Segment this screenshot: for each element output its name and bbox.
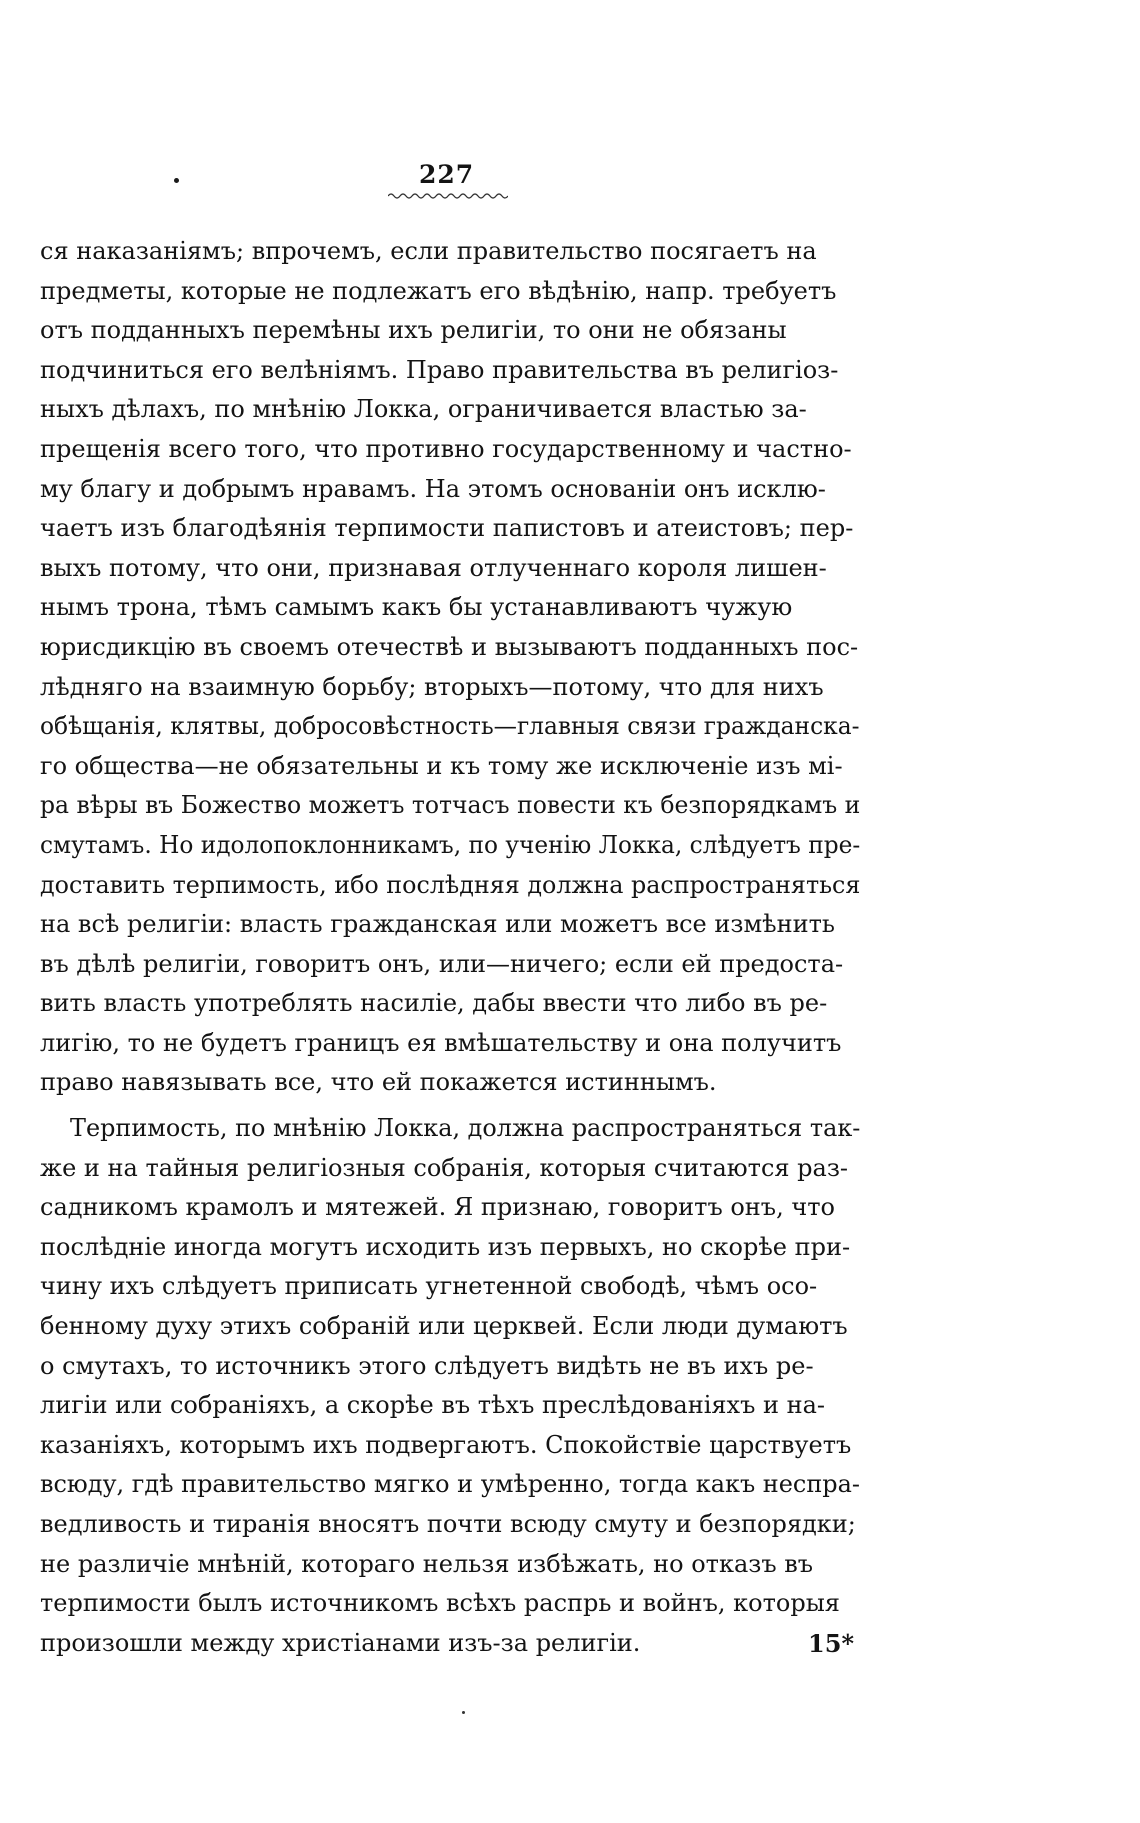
text-line [40, 1109, 860, 1149]
text-line [40, 430, 860, 470]
text-line [40, 786, 860, 826]
text-line [40, 1347, 860, 1387]
stray-dot-mark-bottom [462, 1711, 465, 1714]
text-line-content: лѣдняго на взаимную борьбу; вторыхъ—потому, что для нихъ [40, 672, 824, 701]
text-line-content: терпимости былъ источникомъ всѣхъ распрь и войнъ, которыя [40, 1589, 840, 1618]
text-line-content: смутамъ. Но идолопоклонникамъ, по ученію Локка, слѣдуетъ пре- [40, 830, 861, 859]
text-line [40, 1267, 860, 1307]
text-line-content: му благу и добрымъ нравамъ. На этомъ основаніи онъ исклю- [40, 474, 826, 503]
text-line [40, 1624, 860, 1664]
text-line-content: го общества—не обязательны и къ тому же исключеніе изъ мі- [40, 751, 843, 780]
paragraph [40, 1109, 860, 1663]
text-line [40, 1465, 860, 1505]
text-line [40, 707, 860, 747]
text-line-content: Терпимость, по мнѣнію Локка, должна распространяться так- [70, 1114, 861, 1143]
text-line-content: юрисдикцію въ своемъ отечествѣ и вызываютъ подданныхъ пос- [40, 632, 859, 661]
text-line-content: право навязывать все, что ей покажется истиннымъ. [40, 1068, 717, 1097]
text-line [40, 866, 860, 906]
text-line-content: предметы, которые не подлежатъ его вѣдѣнію, напр. требуетъ [40, 276, 837, 305]
text-line-content: на всѣ религіи: власть гражданская или можетъ все измѣнить [40, 910, 835, 939]
text-line [40, 1024, 860, 1064]
paragraph [40, 232, 860, 1103]
text-line [40, 747, 860, 787]
signature-mark: 15* [808, 1628, 854, 1658]
text-line-content: доставить терпимость, ибо послѣдняя должна распространяться [40, 870, 861, 899]
text-line [40, 668, 860, 708]
text-line-content: прещенія всего того, что противно государственному и частно- [40, 434, 852, 463]
stray-dot-mark [174, 178, 179, 183]
text-line-content: бенному духу этихъ собраній или церквей. Если люди думаютъ [40, 1312, 848, 1341]
text-line-content: ныхъ дѣлахъ, по мнѣнію Локка, ограничивается властью за- [40, 395, 807, 424]
text-line [40, 509, 860, 549]
text-line-content: всюду, гдѣ правительство мягко и умѣренно, тогда какъ неспра- [40, 1470, 860, 1499]
text-line-content: нымъ трона, тѣмъ самымъ какъ бы устанавливаютъ чужую [40, 593, 793, 622]
text-line [40, 1228, 860, 1268]
text-line-content: не различіе мнѣній, котораго нельзя избѣжать, но отказъ въ [40, 1549, 814, 1578]
text-line [40, 1307, 860, 1347]
text-line-content: отъ подданныхъ перемѣны ихъ религіи, то они не обязаны [40, 316, 787, 345]
text-line-content: ра вѣры въ Божество можетъ тотчасъ повести къ безпорядкамъ и [40, 791, 861, 820]
text-line [40, 390, 860, 430]
text-line [40, 1545, 860, 1585]
text-line [40, 905, 860, 945]
text-line [40, 272, 860, 312]
page-header [0, 160, 1140, 210]
text-line [40, 549, 860, 589]
text-line-content: чаетъ изъ благодѣянія терпимости папистовъ и атеистовъ; пер- [40, 514, 854, 543]
text-line [40, 1505, 860, 1545]
text-line-content: чину ихъ слѣдуетъ приписать угнетенной свободѣ, чѣмъ осо- [40, 1272, 818, 1301]
text-line [40, 1386, 860, 1426]
text-line-content: ведливость и тиранія вносятъ почти всюду смуту и безпорядки; [40, 1510, 856, 1538]
page-number: 227 [419, 160, 475, 189]
text-line-content: въ дѣлѣ религіи, говоритъ онъ, или—ничего; если ей предоста- [40, 949, 844, 978]
text-line [40, 1188, 860, 1228]
text-line [40, 945, 860, 985]
text-line [40, 311, 860, 351]
text-line-content: лигіи или собраніяхъ, а скорѣе въ тѣхъ преслѣдованіяхъ и на- [40, 1391, 826, 1420]
text-line [40, 1584, 860, 1624]
text-line-content: обѣщанія, клятвы, добросовѣстность—главныя связи гражданска- [40, 712, 860, 741]
text-line [40, 232, 860, 272]
text-line-content: выхъ потому, что они, признавая отлученнаго короля лишен- [40, 553, 827, 582]
text-line-content: произошли между христіанами изъ-за религіи. [40, 1628, 641, 1657]
text-line [40, 588, 860, 628]
text-line [40, 1426, 860, 1466]
text-line-content: о смутахъ, то источникъ этого слѣдуетъ видѣть не въ ихъ ре- [40, 1351, 814, 1380]
text-line [40, 1149, 860, 1189]
text-line [40, 1063, 860, 1103]
text-line-content: лигію, то не будетъ границъ ея вмѣшательству и она получитъ [40, 1028, 842, 1057]
text-line [40, 826, 860, 866]
text-line-content: ся наказаніямъ; впрочемъ, если правительство посягаетъ на [40, 237, 817, 265]
text-line-content: подчиниться его велѣніямъ. Право правительства въ религіоз- [40, 355, 839, 384]
text-line [40, 984, 860, 1024]
text-line-content: же и на тайныя религіозныя собранія, которыя считаются раз- [40, 1153, 849, 1182]
text-line-content: казаніяхъ, которымъ ихъ подвергаютъ. Спокойствіе царствуетъ [40, 1430, 852, 1459]
text-line-content: вить власть употреблять насиліе, дабы ввести что либо въ ре- [40, 989, 828, 1018]
text-line-content: послѣдніе иногда могутъ исходить изъ первыхъ, но скорѣе при- [40, 1232, 851, 1261]
text-line [40, 628, 860, 668]
text-line-content: садникомъ крамолъ и мятежей. Я признаю, говоритъ онъ, что [40, 1193, 835, 1222]
wavy-rule-ornament [388, 192, 508, 200]
body-text [40, 232, 860, 1663]
text-line [40, 470, 860, 510]
text-line [40, 351, 860, 391]
